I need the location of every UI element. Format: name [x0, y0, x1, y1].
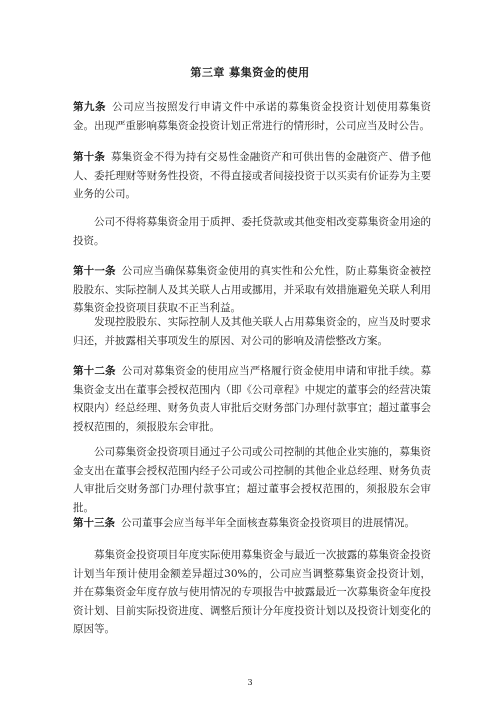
- article-heading: 第十条: [73, 151, 106, 163]
- article-heading: 第十三条: [73, 517, 115, 529]
- article-heading: 第十二条: [73, 365, 116, 377]
- paragraph-text: 发现控股股东、实际控制人及其他关联人占用募集资金的，应当及时要求归还，并披露相关事项发生的原因、对公司的影响及清偿整改方案。: [73, 316, 431, 347]
- paragraph-article-11-cont: [73, 313, 431, 350]
- paragraph-article-9: [73, 98, 431, 135]
- paragraph-article-12: [73, 362, 431, 436]
- page-number: 3: [247, 678, 253, 687]
- chapter-title: 第三章 募集资金的使用: [190, 66, 310, 79]
- paragraph-text: 公司对募集资金的使用应当严格履行资金使用申请和审批手续。募集资金支出在董事会授权范围内（即《公司章程》中规定的董事会的经营决策权限内）经总经理、财务负责人审批后交财务部门办理付款事宜；超过董事会授权范围的，须报股东会审批。: [73, 365, 431, 433]
- paragraph-text: 公司不得将募集资金用于质押、委托贷款或其他变相改变募集资金用途的投资。: [73, 216, 431, 247]
- paragraph-text: 募集资金不得为持有交易性金融资产和可供出售的金融资产、借予他人、委托理财等财务性投资，不得直接或者间接投资于以买卖有价证券为主要业务的公司。: [73, 151, 431, 200]
- paragraph-text: 募集资金投资项目年度实际使用募集资金与最近一次披露的募集资金投资计划当年预计使用金额差异超过30%的，公司应当调整募集资金投资计划，并在募集资金年度存放与使用情况的专项报告中披露最近一次募集资金年度投资计划、目前实际投资进度、调整后预计分年度投资计划以及投资计划变化的原因等。: [73, 549, 431, 635]
- paragraph-article-13: [73, 514, 431, 533]
- paragraph-text: 公司董事会应当每半年全面核查募集资金投资项目的进展情况。: [121, 517, 415, 529]
- article-heading: 第九条: [73, 101, 107, 113]
- paragraph-article-10: [73, 148, 431, 204]
- paragraph-article-10-cont: [73, 213, 431, 250]
- paragraph-article-11: [73, 262, 431, 318]
- paragraph-text: 公司募集资金投资项目通过子公司或公司控制的其他企业实施的，募集资金支出在董事会授权范围内经子公司或公司控制的其他企业总经理、财务负责人审批后交财务部门办理付款事宜；超过董事会授权范围的，须报股东会审批。: [73, 446, 431, 514]
- paragraph-article-13-cont: [73, 546, 431, 639]
- article-heading: 第十一条: [73, 265, 116, 277]
- paragraph-article-12-cont: [73, 443, 431, 517]
- paragraph-text: 公司应当按照发行申请文件中承诺的募集资金投资计划使用募集资金。出现严重影响募集资金投资计划正常进行的情形时，公司应当及时公告。: [73, 101, 432, 132]
- paragraph-text: 公司应当确保募集资金使用的真实性和公允性，防止募集资金被控股股东、实际控制人及其关联人占用或挪用，并采取有效措施避免关联人利用募集资金投资项目获取不正当利益。: [73, 265, 431, 314]
